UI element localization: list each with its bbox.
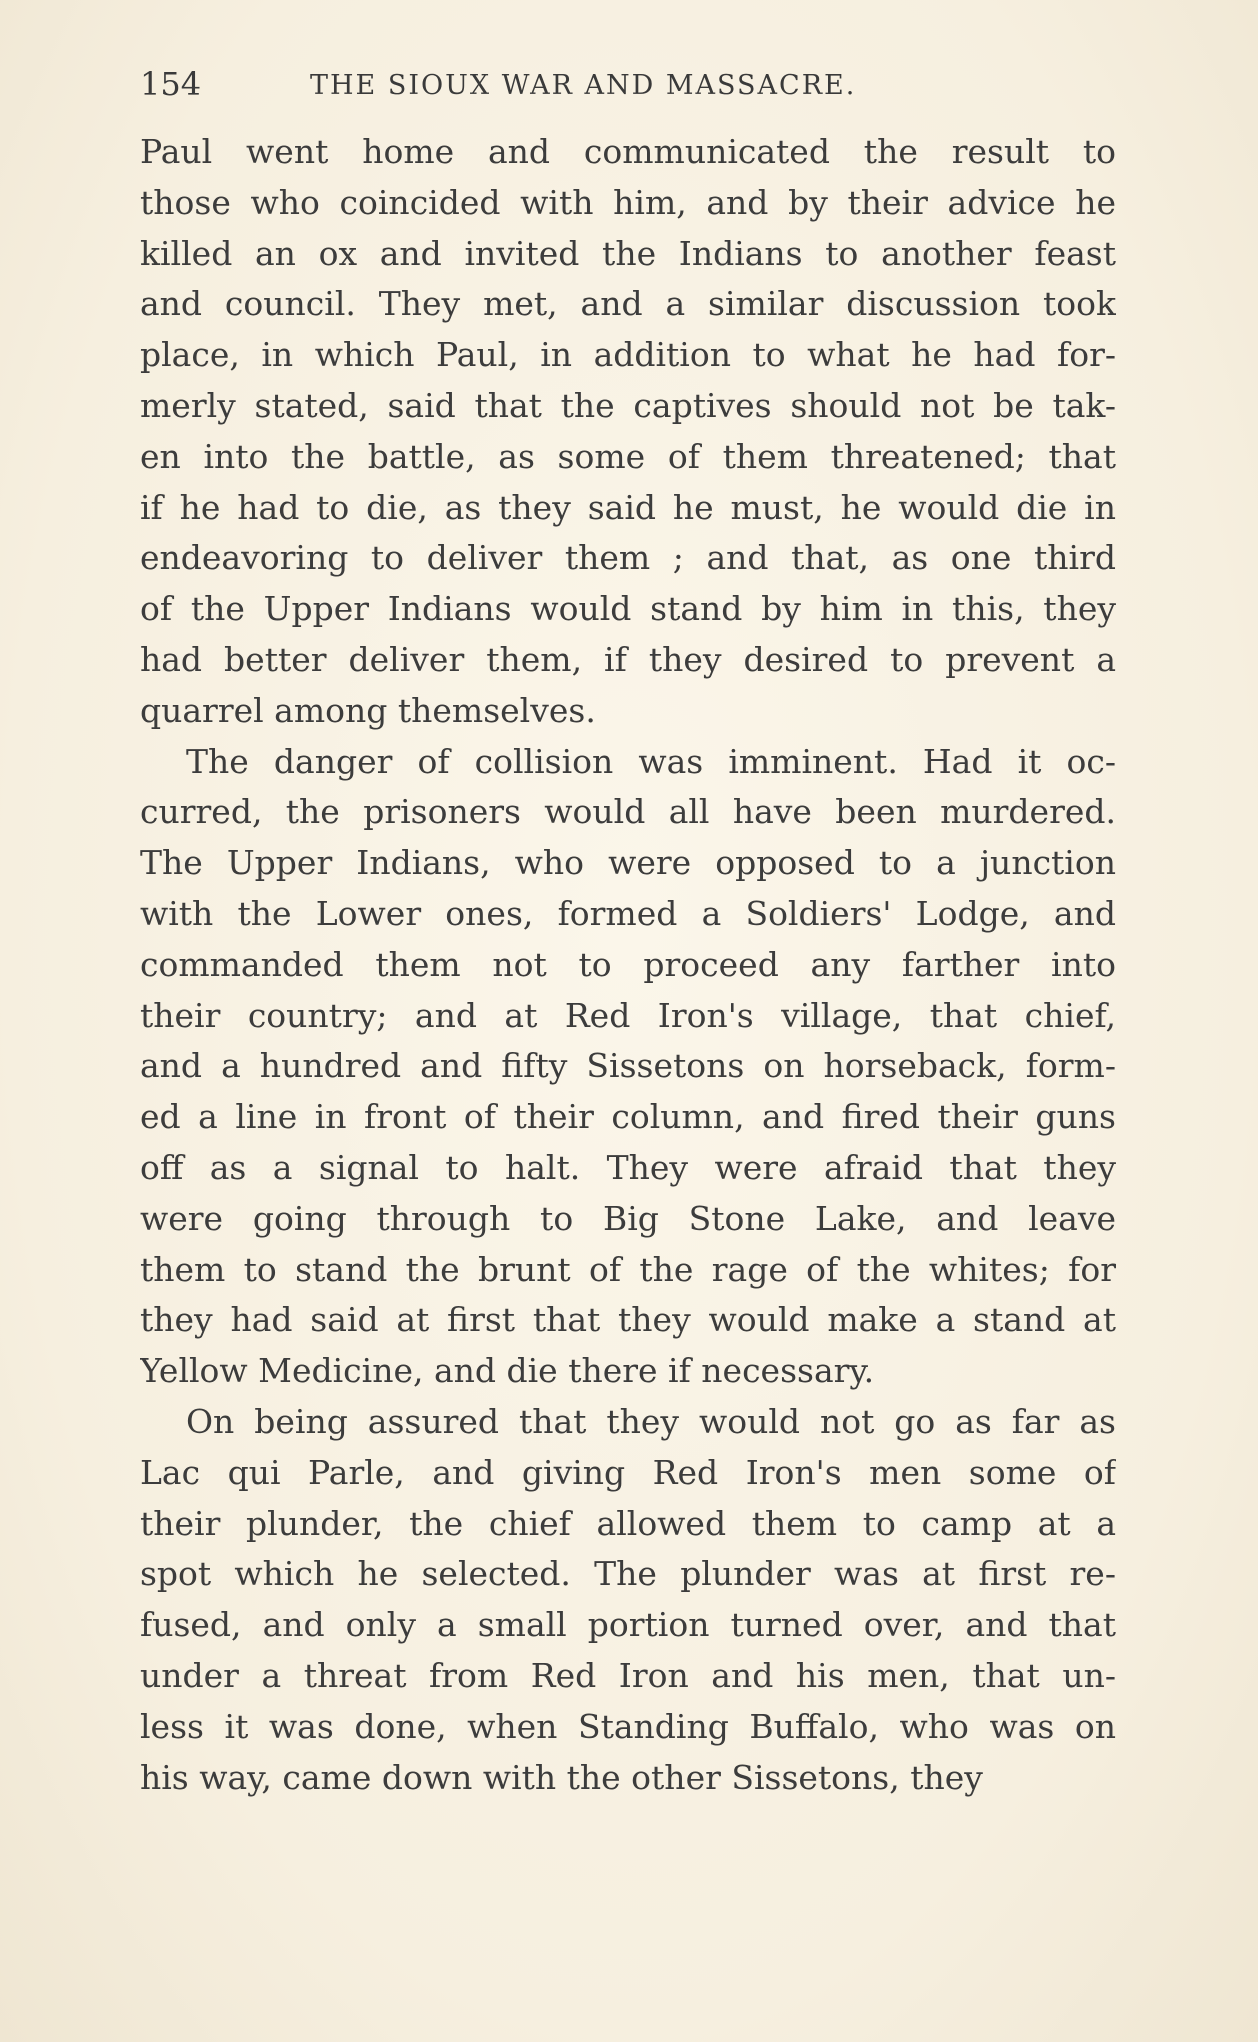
text-line: Yellow Medicine, and die there if necessary.	[140, 1351, 875, 1391]
page-number: 154	[140, 65, 202, 103]
text-line: ed a line in front of their column, and fired their guns	[140, 1097, 1116, 1137]
text-line: and a hundred and fifty Sissetons on horseback, form-	[140, 1046, 1116, 1086]
text-line: spot which he selected. The plunder was at first re-	[140, 1554, 1116, 1594]
text-line: they had said at first that they would make a stand at	[140, 1300, 1116, 1340]
paragraph	[140, 127, 1116, 737]
text-line: killed an ox and invited the Indians to another feast	[140, 233, 1116, 273]
text-line: Lac qui Parle, and giving Red Iron's men some of	[140, 1452, 1116, 1492]
text-line: had better deliver them, if they desired to prevent a	[140, 639, 1116, 679]
text-line: fused, and only a small portion turned over, and that	[140, 1605, 1116, 1645]
text-line: of the Upper Indians would stand by him in this, they	[140, 589, 1116, 629]
text-line: quarrel among themselves.	[140, 690, 596, 730]
text-line: and council. They met, and a similar discussion took	[140, 284, 1116, 324]
text-line: The danger of collision was imminent. Had it oc-	[186, 741, 1116, 781]
text-line: curred, the prisoners would all have been murdered.	[140, 792, 1116, 832]
text-line: commanded them not to proceed any farther into	[140, 944, 1116, 984]
body-text	[140, 127, 1116, 1803]
text-line: merly stated, said that the captives should not be tak-	[140, 385, 1116, 425]
text-line: place, in which Paul, in addition to what he had for-	[140, 335, 1116, 375]
text-line: them to stand the brunt of the rage of the whites; for	[140, 1249, 1116, 1289]
text-line: those who coincided with him, and by their advice he	[140, 182, 1116, 222]
text-line: with the Lower ones, formed a Soldiers' Lodge, and	[140, 893, 1116, 933]
page-header	[140, 62, 1120, 106]
text-line: their plunder, the chief allowed them to camp at a	[140, 1503, 1116, 1543]
text-line: his way, came down with the other Sissetons, they	[140, 1757, 983, 1797]
text-line: if he had to die, as they said he must, he would die in	[140, 487, 1116, 527]
text-line: were going through to Big Stone Lake, and leave	[140, 1198, 1116, 1238]
text-line: The Upper Indians, who were opposed to a junction	[140, 843, 1116, 883]
text-line: Paul went home and communicated the result to	[140, 132, 1116, 171]
text-line: On being assured that they would not go as far as	[186, 1401, 1116, 1441]
text-line: their country; and at Red Iron's village, that chief,	[140, 995, 1116, 1035]
paragraph	[140, 1397, 1116, 1803]
text-line: under a threat from Red Iron and his men, that un-	[140, 1655, 1116, 1695]
text-line: off as a signal to halt. They were afraid that they	[140, 1147, 1116, 1187]
text-line: en into the battle, as some of them threatened; that	[140, 436, 1116, 476]
text-line: less it was done, when Standing Buffalo, who was on	[140, 1706, 1116, 1746]
text-line: endeavoring to deliver them ; and that, as one third	[140, 538, 1116, 578]
running-head: THE SIOUX WAR AND MASSACRE.	[310, 70, 857, 101]
paragraph	[140, 737, 1116, 1397]
